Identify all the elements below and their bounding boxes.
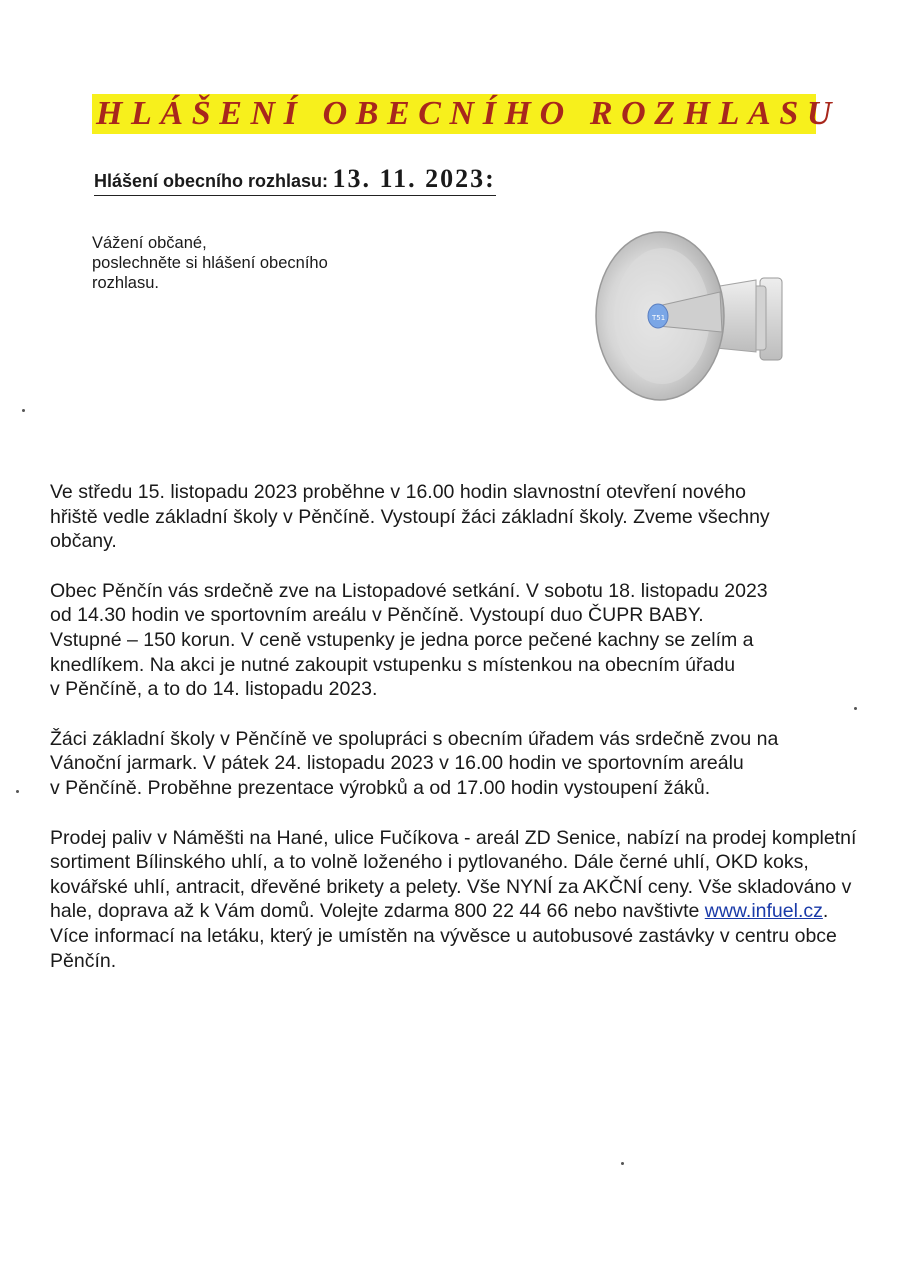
infuel-link[interactable]: www.infuel.cz — [704, 900, 823, 923]
megaphone-loudspeaker-icon — [588, 228, 808, 424]
announcement-christmas-market: Žáci základní školy v Pěnčíně ve spolupráci s obecním úřadem vás srdečně zvou na Vánoční jarmark. V pátek 24. listopadu 2023 v 16.00 hodin ve sportovním areálu v Pěnčíně. Proběhne prezentace výrobků a od 17.00 hodin vystoupení žáků. — [50, 727, 779, 799]
scan-speck — [621, 1162, 624, 1165]
fuel-ad-text: Prodej paliv v Náměšti na Hané, ulice Fučíkova - areál ZD Senice, nabízí na prodej kompletní sortiment Bílinského uhlí, a to volně loženého i pytlovaného. Dále černé uhlí, OKD koks, kovářské uhlí, antracit, dřevěné brikety a pelety. Vše NYNÍ za AKČNÍ ceny. Vše skladováno v hale, doprava až k Vám domů. Volejte zdarma 800 22 44 66 nebo navštivte — [50, 826, 857, 923]
svg-text:T51: T51 — [652, 314, 666, 322]
scan-speck — [22, 409, 25, 412]
announcement-date-heading — [94, 164, 496, 196]
fuel-ad-text-continued: . Více informací na letáku, který je umístěn na vývěsce u autobusové zastávky v centru obce Pěnčín. — [50, 900, 837, 972]
scan-speck — [16, 790, 19, 793]
subheading-label: Hlášení obecního rozhlasu: — [94, 171, 329, 191]
scan-speck — [854, 707, 857, 710]
greeting: Vážení občané, poslechněte si hlášení obecního rozhlasu. — [92, 234, 328, 292]
announcement-body — [50, 480, 870, 998]
announcement-november-meeting: Obec Pěnčín vás srdečně zve na Listopadové setkání. V sobotu 18. listopadu 2023 od 14.30 hodin ve sportovním areálu v Pěnčíně. Vystoupí duo ČUPR BABY. Vstupné – 150 korun. V ceně vstupenky je jedna porce pečené kachny se zelím a knedlíkem. Na akci je nutné zakoupit vstupenku s místenkou na obecním úřadu v Pěnčíně, a to do 14. listopadu 2023. — [50, 579, 768, 701]
announcement-playground-opening: Ve středu 15. listopadu 2023 proběhne v 16.00 hodin slavnostní otevření nového hřiště vedle základní školy v Pěnčíně. Vystoupí žáci základní školy. Zveme všechny občany. — [50, 481, 770, 553]
announcement-fuel-sale — [50, 826, 870, 974]
announcement-date: 13. 11. 2023: — [332, 164, 496, 193]
page-title: HLÁŠENÍ OBECNÍHO ROZHLASU — [96, 95, 840, 132]
